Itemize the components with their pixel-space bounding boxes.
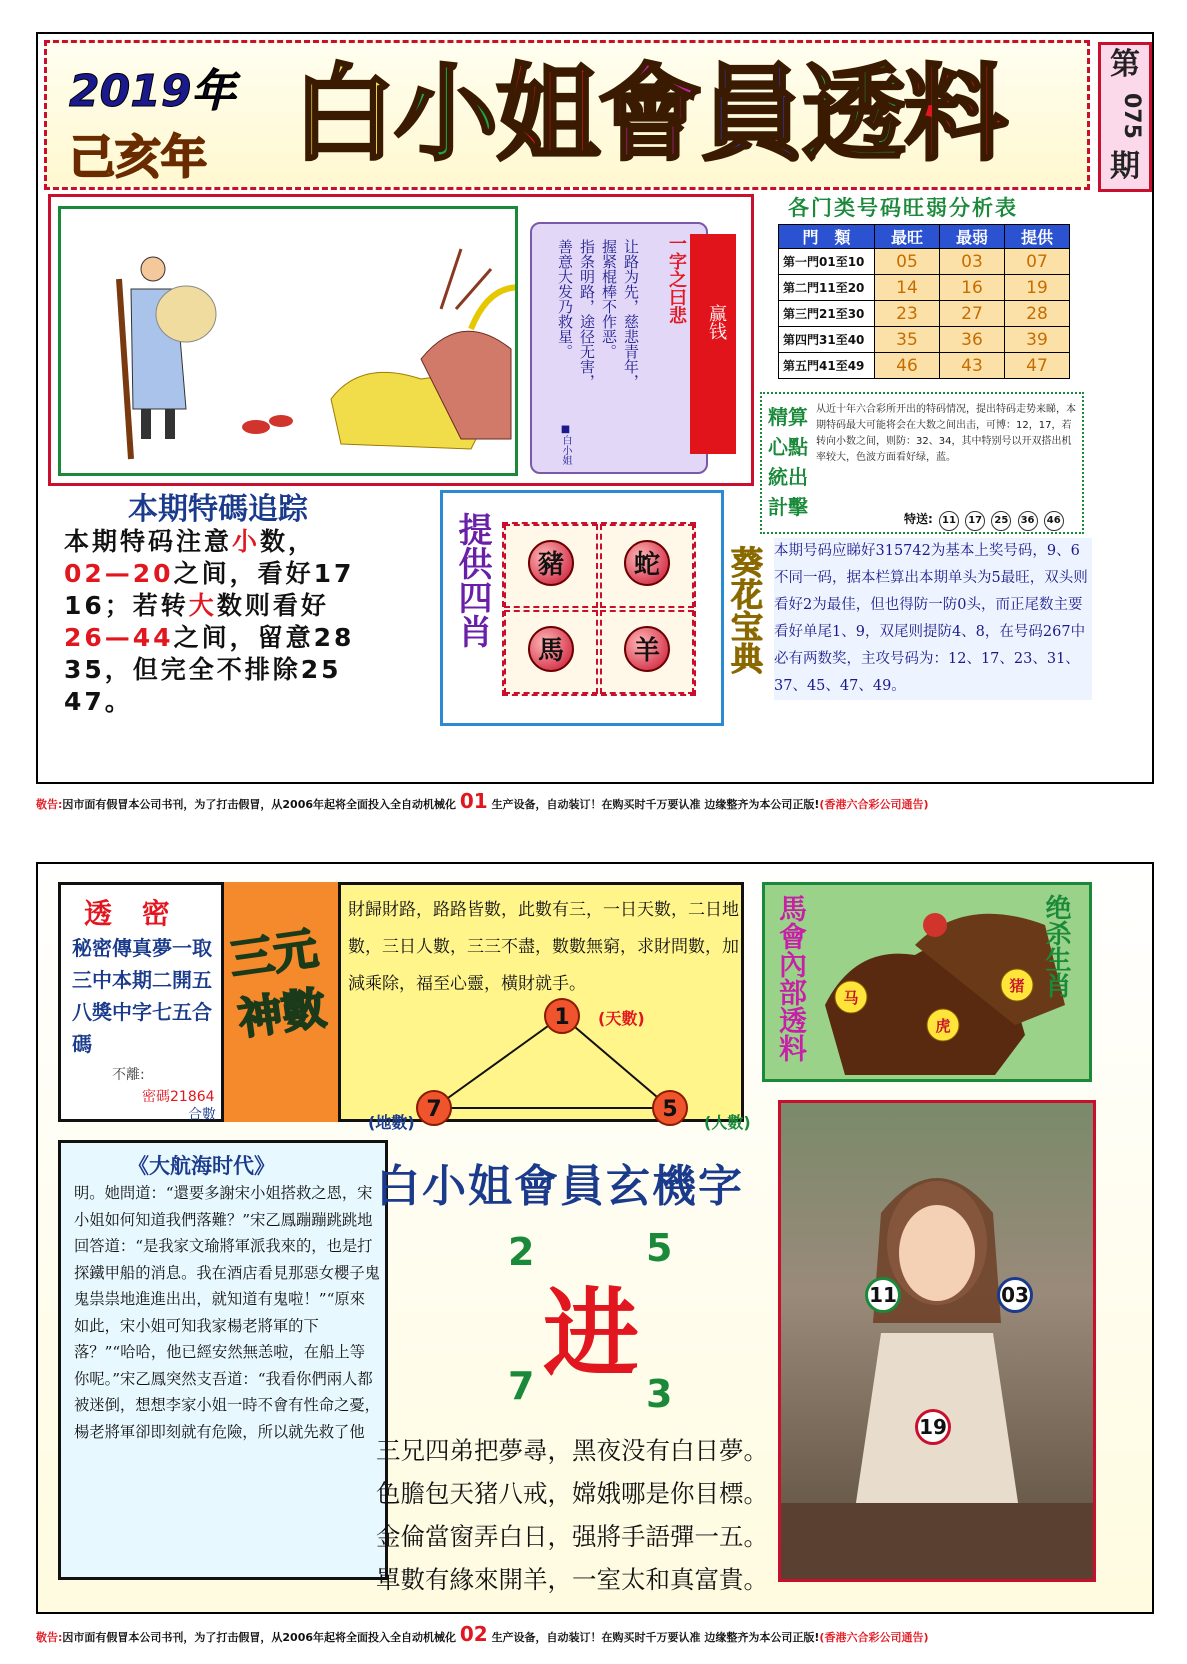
- column-header: 最弱: [940, 225, 1005, 249]
- mystic-number: 3: [646, 1372, 673, 1416]
- number-triangle: [388, 998, 708, 1128]
- hot-cell: 46: [875, 353, 940, 379]
- scroll-line: 让路为先，慈悲青年，: [622, 239, 640, 389]
- sanyuan-title: 三元神數: [226, 923, 330, 1046]
- number-ball: 11: [939, 511, 959, 531]
- zodiac-coin: 豬: [528, 540, 574, 586]
- page-number: 01: [459, 789, 488, 813]
- issue-suffix: 期: [1110, 149, 1140, 184]
- header-banner: [44, 40, 1090, 190]
- four-zodiac-title: 提供四肖: [452, 512, 492, 648]
- number-ball: 17: [965, 511, 985, 531]
- tracking-body: [64, 526, 454, 718]
- pick-cell: 07: [1005, 249, 1070, 275]
- mystic-poem: [376, 1429, 776, 1601]
- number-ball: 11: [865, 1277, 901, 1313]
- table-row: [779, 301, 1070, 327]
- number-ball: 25: [991, 511, 1011, 531]
- warning-bar-1: [36, 789, 1154, 813]
- table-row: [779, 249, 1070, 275]
- scroll-title: 一字之曰悲: [666, 234, 687, 324]
- monk-tiger-illustration: [61, 209, 515, 473]
- pick-cell: 47: [1005, 353, 1070, 379]
- number-ball: 36: [1018, 511, 1038, 531]
- special-label: 特送:: [904, 512, 933, 526]
- table-row: [779, 275, 1070, 301]
- zodiac-grid: [502, 522, 696, 696]
- poem-line: 色膽包天猪八戒，嫦娥哪是你目標。: [376, 1479, 768, 1508]
- triangle-right-number: 5: [662, 1097, 678, 1122]
- triangle-top-label: (天數): [598, 1009, 645, 1028]
- mystic-number: 2: [508, 1230, 535, 1274]
- scroll-line: 善意大发乃救星。: [556, 239, 574, 359]
- mystic-title: 白小姐會員玄機字: [376, 1161, 744, 1212]
- issue-badge: [1098, 42, 1152, 192]
- gate-cell: 第一門01至10: [779, 249, 875, 275]
- zodiac-cell-horse: [504, 610, 598, 694]
- tracking-text: 47。: [64, 687, 133, 716]
- lucky-bag-label: 赢钱: [706, 304, 727, 340]
- tracking-highlight: 26—44: [64, 623, 174, 652]
- model-photo: [778, 1100, 1096, 1582]
- poem-line: 三兄四弟把夢尋，黑夜没有白日夢。: [376, 1436, 768, 1465]
- main-title: [292, 49, 1006, 179]
- zodiac-cell-snake: [600, 524, 694, 608]
- tracking-text: 数，: [260, 527, 317, 556]
- hot-cell: 23: [875, 301, 940, 327]
- hot-cell: 05: [875, 249, 940, 275]
- number-ball: 03: [997, 1277, 1033, 1313]
- tracking-highlight: 大: [188, 591, 217, 620]
- tracking-highlight: 02—20: [64, 559, 174, 588]
- secret-code: 密碼21864: [142, 1089, 215, 1105]
- horse-tag: 猪: [1009, 977, 1025, 995]
- secret-sum: 合數: [188, 1107, 216, 1123]
- title-char: 小: [394, 53, 497, 175]
- mystic-number: 7: [508, 1364, 535, 1408]
- cold-cell: 43: [940, 353, 1005, 379]
- zodiac-coin: 馬: [528, 626, 574, 672]
- zodiac-coin: 蛇: [624, 540, 670, 586]
- tracking-text: 之间，看好17: [173, 559, 355, 588]
- warning-tail: (香港六合彩公司通告): [819, 1631, 929, 1644]
- issue-number: 075: [1119, 93, 1144, 139]
- story-illustration: [58, 206, 518, 476]
- warning-text: 因市面有假冒本公司书刊，为了打击假冒，从2006年起将全面投入全自动机械化: [62, 1631, 457, 1644]
- secret-text: 秘密傳真夢一取三中本期二開五八獎中字七五合碼: [72, 936, 212, 1056]
- zodiac-coin: 羊: [624, 626, 670, 672]
- gate-cell: 第三門21至30: [779, 301, 875, 327]
- table-row: [779, 353, 1070, 379]
- gate-cell: 第二門11至20: [779, 275, 875, 301]
- issue-prefix: 第: [1110, 47, 1140, 82]
- number-ball: 19: [915, 1409, 951, 1445]
- mystic-character: 进: [543, 1277, 639, 1390]
- sanyuan-verse: 財歸財路，路路皆數，此數有三，一日天數，二日地數，三日人數，三三不盡，數數無窮，求財問數，加減乘除，福至心靈，橫財就手。: [348, 900, 739, 994]
- poem-line: 單數有緣來開羊，一室太和真富貴。: [376, 1565, 768, 1594]
- page-2: [36, 862, 1154, 1614]
- tracking-text: 本期特码注意: [64, 527, 233, 556]
- scroll-line: 指条明路，途径无害，: [578, 239, 596, 389]
- sunflower-title: 葵花宝典: [726, 546, 764, 674]
- warning-text: 因市面有假冒本公司书刊，为了打击假冒，从2006年起将全面投入全自动机械化: [62, 798, 457, 811]
- special-numbers: [904, 510, 1064, 531]
- triangle-left-label: (地數): [368, 1113, 415, 1132]
- cold-cell: 03: [940, 249, 1005, 275]
- title-char: 透: [802, 53, 905, 175]
- warning-lead: 敬告:: [36, 1631, 63, 1644]
- number-ball: 46: [1044, 511, 1064, 531]
- poem-line: 金倫當窗弄白日，强將手語彈一五。: [376, 1522, 768, 1551]
- analysis-table: [778, 224, 1070, 379]
- horse-tag: 马: [843, 989, 859, 1007]
- lucky-bag-band: [690, 234, 736, 454]
- sunflower-text: 本期号码应睇好315742为基本上奖号码，9、6不同一码，据本栏算出本期单头为5最旺，双头则看好2为最佳，但也得防一防0头，而正尾数主要看好单尾1、9，双尾则提防4、8，在号码267中必有两数奖，主攻号码为：12、17、23、31、37、45、47、49。: [774, 538, 1092, 700]
- secret-note: 不離:: [112, 1067, 145, 1083]
- table-row: [779, 327, 1070, 353]
- tracking-text: 数则看好: [216, 591, 329, 620]
- focus-text: 从近十年六合彩所开出的特码情况，提出特码走势来睇，本期特码最大可能将会在大数之间出击，可博：12，17，若转向小数之间，则防：32、34，其中特别号以开双搭出机率较大，色波方面看好绿，蓝。: [816, 404, 1076, 463]
- cold-cell: 27: [940, 301, 1005, 327]
- pick-cell: 19: [1005, 275, 1070, 301]
- column-header: 門 類: [779, 225, 875, 249]
- pick-cell: 39: [1005, 327, 1070, 353]
- story-text: 明。她問道：“還要多謝宋小姐搭救之恩，宋小姐如何知道我們落難？”宋乙鳳蹦蹦跳跳地回答道：“是我家文瑜將軍派我來的，也是打探鐵甲船的消息。我在酒店看見那惡女櫻子鬼鬼祟祟地進進出出，就知道有鬼啦！”“原來如此，宋小姐可知我家楊老將軍的下落？”“哈哈，他已經安然無恙啦，在船上等你呢。”宋乙鳳突然支吾道：“我看你們兩人都被迷倒，想想李家小姐一時不會有性命之憂，楊老將軍卻即刻就有危險，所以就先救了他: [74, 1184, 380, 1441]
- warning-tail: (香港六合彩公司通告): [819, 798, 929, 811]
- cold-cell: 16: [940, 275, 1005, 301]
- warning-lead: 敬告:: [36, 798, 63, 811]
- warning-text: 生产设备，自动装订！在购买时千万要认准 边缘整齐为本公司正版!: [491, 798, 820, 811]
- title-char: 白: [292, 53, 395, 175]
- tracking-text: 16；若转: [64, 591, 189, 620]
- title-char: 料: [904, 53, 1007, 175]
- scroll-verse: [554, 239, 642, 399]
- pick-cell: 28: [1005, 301, 1070, 327]
- triangle-right-label: (人數): [704, 1113, 751, 1132]
- page-1: [36, 32, 1154, 784]
- scroll-signature: ■白小姐: [560, 424, 571, 465]
- hot-cell: 35: [875, 327, 940, 353]
- focus-title: 精算心點統出計擊: [768, 405, 808, 519]
- title-char: 姐: [496, 53, 599, 175]
- warning-bar-2: [36, 1622, 1154, 1646]
- hot-cell: 14: [875, 275, 940, 301]
- lunar-year-label: 己亥年: [69, 130, 207, 184]
- model-photo-image: [781, 1103, 1093, 1579]
- zodiac-cell-goat: [600, 610, 694, 694]
- triangle-top-number: 1: [554, 1005, 570, 1030]
- tracking-highlight: 小: [232, 527, 261, 556]
- gate-cell: 第五門41至49: [779, 353, 875, 379]
- zodiac-cell-pig: [504, 524, 598, 608]
- tracking-text: 35，但完全不排除25: [64, 655, 342, 684]
- page-number: 02: [459, 1622, 488, 1646]
- analysis-table-title: 各门类号码旺弱分析表: [788, 196, 1018, 220]
- horse-inside-title: 馬會內部透料: [775, 894, 808, 1062]
- secret-title: 透 密: [84, 897, 180, 930]
- story-title: 《大航海时代》: [128, 1154, 275, 1178]
- title-char: 員: [700, 53, 803, 175]
- gate-cell: 第四門31至40: [779, 327, 875, 353]
- column-header: 最旺: [875, 225, 940, 249]
- kill-zodiac-title: 绝杀生肖: [1041, 894, 1071, 998]
- tracking-title: 本期特碼追踪: [128, 492, 308, 527]
- column-header: 提供: [1005, 225, 1070, 249]
- scroll-line: 握紧棍棒不作恶。: [600, 239, 618, 359]
- triangle-left-number: 7: [426, 1097, 442, 1122]
- table-header-row: [779, 225, 1070, 249]
- horse-tag: 虎: [935, 1017, 951, 1035]
- mystic-number: 5: [646, 1226, 673, 1270]
- warning-text: 生产设备，自动装订！在购买时千万要认准 边缘整齐为本公司正版!: [491, 1631, 820, 1644]
- title-char: 會: [598, 53, 701, 175]
- year-label: 2019年: [69, 66, 236, 117]
- tracking-text: 之间，留意28: [173, 623, 355, 652]
- cold-cell: 36: [940, 327, 1005, 353]
